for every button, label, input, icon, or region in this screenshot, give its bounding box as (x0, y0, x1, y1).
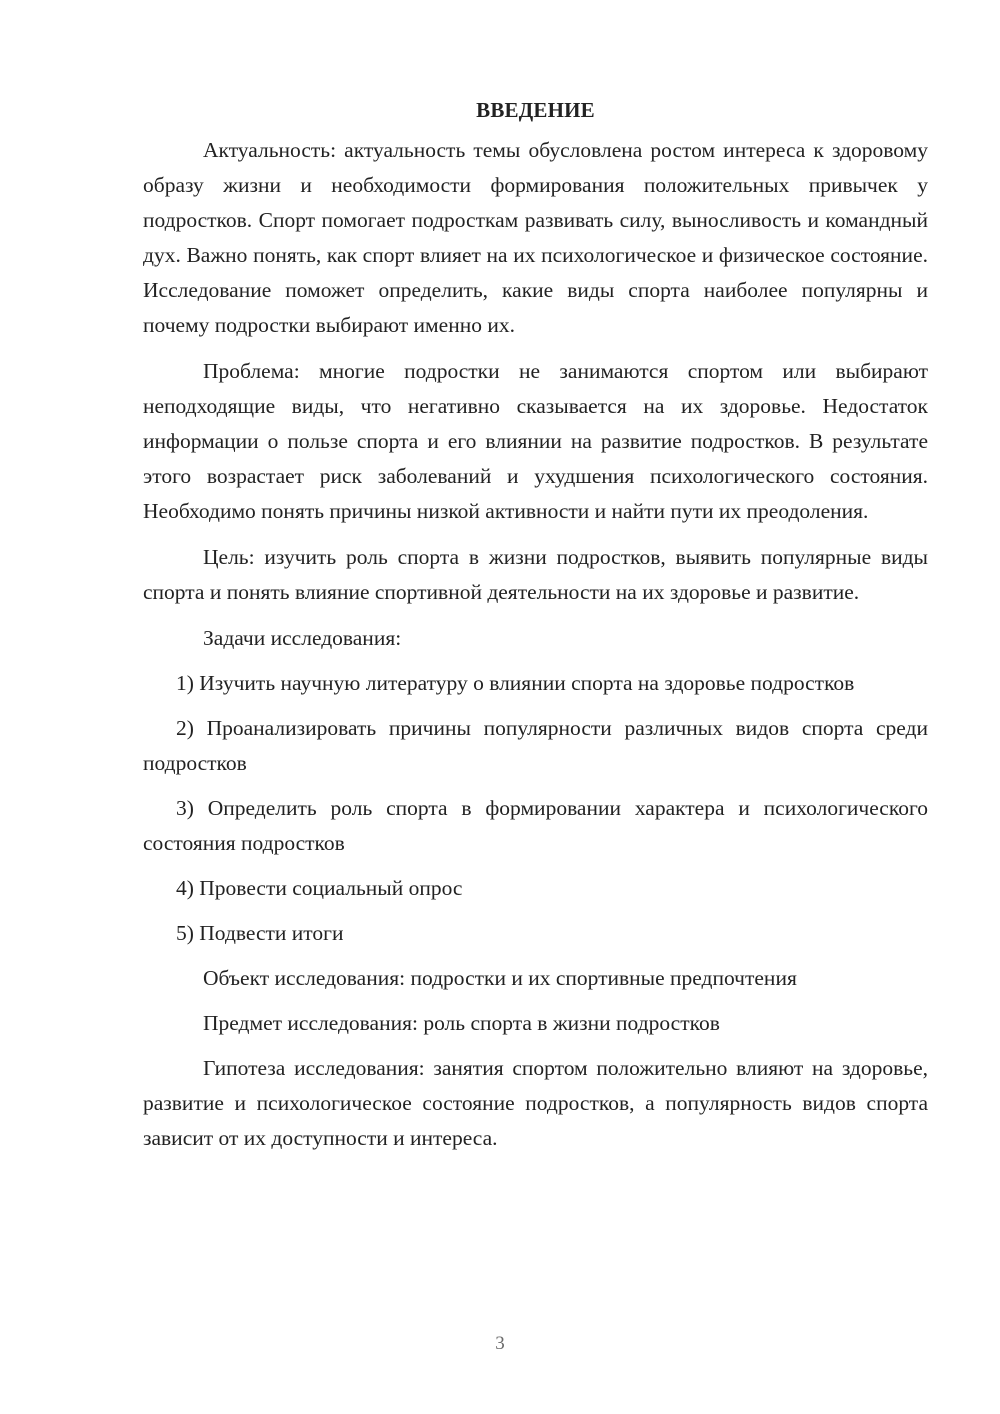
page-content (143, 96, 928, 1156)
paragraph-hypothesis: Гипотеза исследования: занятия спортом положительно влияют на здоровье, развитие и психологическое состояние подростков, а популярность видов спорта зависит от их доступности и интереса. (143, 1056, 928, 1150)
paragraph-subject: Предмет исследования: роль спорта в жизни подростков (203, 1011, 720, 1035)
tasks-heading: Задачи исследования: (203, 626, 402, 650)
paragraph-object: Объект исследования: подростки и их спортивные предпочтения (203, 966, 797, 990)
task-item: 2) Проанализировать причины популярности различных видов спорта среди подростков (143, 716, 928, 775)
task-item: 1) Изучить научную литературу о влиянии спорта на здоровье подростков (176, 671, 855, 695)
page-number: 3 (495, 1333, 505, 1354)
paragraph-problem: Проблема: многие подростки не занимаются спортом или выбирают неподходящие виды, что негативно сказывается на их здоровье. Недостаток информации о пользе спорта и его влиянии на развитие подростков. В результате этого возрастает риск заболеваний и ухудшения психологического состояния. Необходимо понять причины низкой активности и найти пути их преодоления. (143, 359, 928, 523)
task-item: 3) Определить роль спорта в формировании характера и психологического состояния подростков (143, 796, 928, 855)
paragraph-relevance: Актуальность: актуальность темы обусловлена ростом интереса к здоровому образу жизни и необходимости формирования положительных привычек у подростков. Спорт помогает подросткам развивать силу, выносливость и командный дух. Важно понять, как спорт влияет на их психологическое и физическое состояние. Исследование поможет определить, какие виды спорта наиболее популярны и почему подростки выбирают именно их. (143, 138, 928, 337)
task-item: 4) Провести социальный опрос (176, 876, 463, 900)
section-title: ВВЕДЕНИЕ (476, 98, 595, 122)
task-item: 5) Подвести итоги (176, 921, 344, 945)
paragraph-goal: Цель: изучить роль спорта в жизни подростков, выявить популярные виды спорта и понять влияние спортивной деятельности на их здоровье и развитие. (143, 545, 928, 604)
